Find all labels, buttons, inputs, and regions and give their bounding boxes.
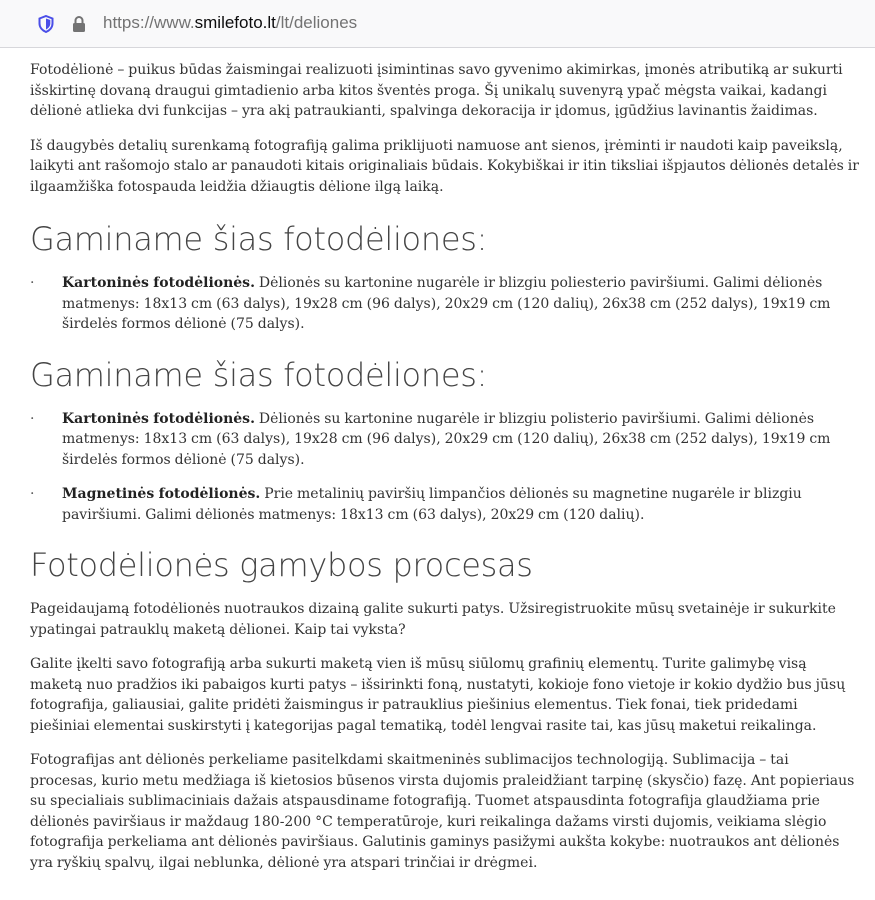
url-prefix: https://www. xyxy=(103,13,195,32)
url-host: smilefoto.lt xyxy=(194,13,276,32)
list-item-title: Kartoninės fotodėlionės. xyxy=(62,275,255,291)
list-item-text: Dėlionės su kartonine nugarėle ir blizgiu poliesterio paviršiumi. Galimi dėlionės matmenys: 18x13 cm (63 dalys), 19x28 cm (96 dalys), 20x29 cm (120 dalių), 26x38 cm (252 dalys), 19x19 cm širdelės formos dėlionė (75 dalys). xyxy=(62,275,831,332)
list-item-text: Dėlionės su kartonine nugarėle ir blizgiu polisterio paviršiumi. Galimi dėlionės matmenys: 18x13 cm (63 dalys), 19x28 cm (96 dalys), 20x29 cm (120 dalių), 26x38 cm (252 dalys), 19x19 cm širdelės formos dėlionė (75 dalys). xyxy=(62,410,831,468)
list-item xyxy=(30,409,860,471)
intro-paragraph-2: Iš daugybės detalių surenkamą fotografiją galima priklijuoti namuose ant sienos, įrėminti ir naudoti kaip paveikslą, laikyti ant rašomojo stalo ar panaudoti kitais originaliais būdais. Kokybiškai ir itin tiksliai išpjautos dėlionės detalės ir ilgaamžiška fotospauda leidžia džiaugtis dėlione ilgą laiką. xyxy=(30,137,859,195)
page-content xyxy=(30,60,860,873)
bullet-mark: · xyxy=(30,486,35,502)
lock-icon[interactable] xyxy=(72,15,86,33)
process-paragraph-2: Galite įkelti savo fotografiją arba sukurti maketą vien iš mūsų siūlomų grafinių elementų. Turite galimybę visą maketą nuo pradžios iki pabaigos kurti patys – išsirinkti foną, nustatyti, kokioje fono vietoje ir kokio dydžio bus jūsų fotografija, galiausiai, galite pridėti žaismingus ir patrauklius piešinius elementus. Tiek fonai, tiek pridedami piešiniai elementai suskirstyti į kategorijas pagal tematiką, todėl lengvai rasite tai, kas jūsų maketui reikalinga. xyxy=(30,656,846,734)
list-item-title: Magnetinės fotodėlionės. xyxy=(62,486,261,502)
list-item-title: Kartoninės fotodėlionės. xyxy=(62,410,255,427)
process-paragraph-1: Pageidaujamą fotodėlionės nuotraukos dizainą galite sukurti patys. Užsiregistruokite mūsų svetainėje ir sukurkite ypatingai patrauklų maketą dėlionei. Kaip tai vyksta? xyxy=(30,601,836,638)
section-heading-products: Gaminame šias fotodėliones: xyxy=(30,220,488,258)
url-path: /lt/deliones xyxy=(275,13,358,32)
bullet-mark: · xyxy=(30,275,35,291)
section-heading-products-2: Gaminame šias fotodėliones: xyxy=(30,355,488,394)
url-text[interactable] xyxy=(103,13,357,33)
intro-paragraph-1: Fotodėlionė – puikus būdas žaismingai realizuoti įsimintinas savo gyvenimo akimirkas, įmonės atributiką ar sukurti išskirtinę dovaną draugui gimtadienio arba kitos šventės proga. Šį unikalų suvenyrą ypač mėgsta vaikai, kadangi dėlionė atlieka dvi funkcijas – yra akį patraukianti, spalvinga dekoracija ir įdomus, įgūdžius lavinantis žaidimas. xyxy=(30,62,843,119)
browser-url-bar[interactable] xyxy=(0,0,875,48)
section-heading-process: Fotodėlionės gamybos procesas xyxy=(30,546,533,584)
bullet-mark: · xyxy=(30,410,35,427)
tracking-protection-shield-icon[interactable] xyxy=(38,15,54,33)
list-item xyxy=(30,273,860,335)
list-item xyxy=(30,484,860,525)
process-paragraph-3: Fotografijas ant dėlionės perkeliame pasitelkdami skaitmeninės sublimacijos technologiją. Sublimacija – tai procesas, kurio metu medžiaga iš kietosios būsenos virsta dujomis praleidžiant tarpinę (skysčio) fazę. Ant popieriaus su specialiais sublimaciniais dažais atspausdiname fotografiją. Tuomet atspausdinta fotografija glaudžiama prie dėlionės paviršiaus ir maždaug 180-200 °C temperatūroje, kuri reikalinga dažams virsti dujomis, veikiama slėgio fotografija perkeliama ant dėlionės paviršiaus. Galutinis gaminys pasižymi aukšta kokybe: nuotraukos ant dėlionės yra ryškių spalvų, ilgai neblunka, dėlionė yra atspari trinčiai ir drėgmei. xyxy=(30,752,855,871)
list-item-text: Prie metalinių paviršių limpančios dėlionės su magnetine nugarėle ir blizgiu paviršiumi. Galimi dėlionės matmenys: 18x13 cm (63 dalys), 20x29 cm (120 dalių). xyxy=(62,486,802,523)
